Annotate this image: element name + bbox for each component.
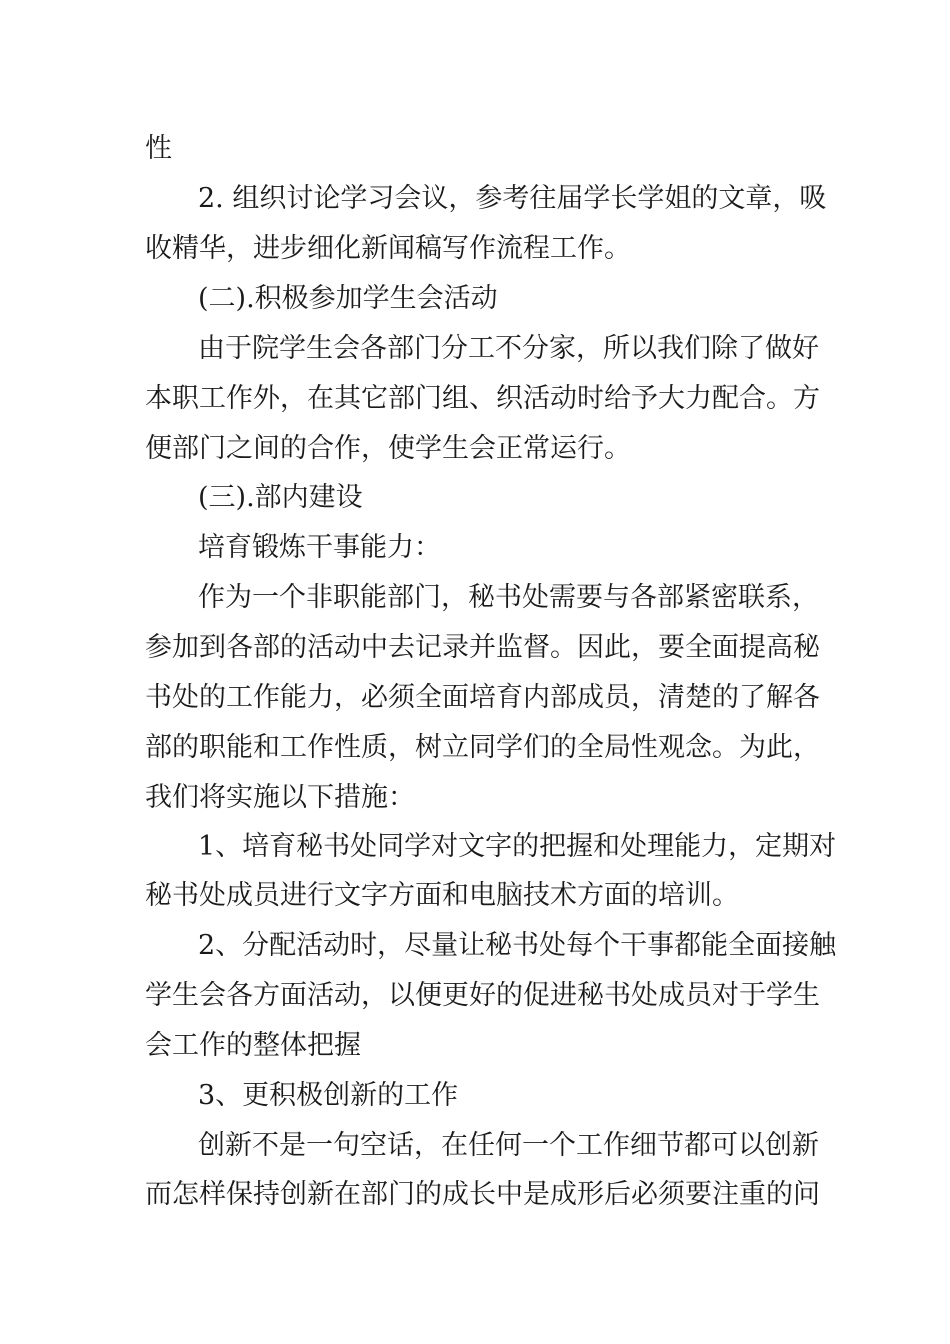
text-line: 创新不是一句空话，在任何一个工作细节都可以创新: [198, 1130, 819, 1161]
text-line: 而怎样保持创新在部门的成长中是成形后必须要注重的问: [145, 1179, 820, 1210]
text-line: 由于院学生会各部门分工不分家，所以我们除了做好: [198, 333, 819, 364]
section-heading: (三).部内建设: [198, 482, 363, 513]
text-line: 收精华，进步细化新闻稿写作流程工作。: [145, 233, 631, 264]
text-line: 书处的工作能力，必须全面培育内部成员，清楚的了解各: [145, 682, 820, 713]
text-line: 培育锻炼干事能力：: [198, 532, 441, 563]
text-line: 我们将实施以下措施：: [145, 782, 415, 813]
text-line: 作为一个非职能部门，秘书处需要与各部紧密联系，: [198, 582, 819, 613]
text-line: 参加到各部的活动中去记录并监督。因此，要全面提高秘: [145, 632, 820, 663]
text-line: 本职工作外，在其它部门组、织活动时给予大力配合。方: [145, 383, 820, 414]
text-line: 3、更积极创新的工作: [198, 1080, 459, 1111]
text-line: 2、分配活动时，尽量让秘书处每个干事都能全面接触: [198, 930, 837, 961]
text-line: 1、培育秘书处同学对文字的把握和处理能力，定期对: [198, 831, 837, 862]
text-line: 性: [145, 133, 172, 164]
text-line: 部的职能和工作性质，树立同学们的全局性观念。为此，: [145, 732, 820, 763]
text-line: 便部门之间的合作，使学生会正常运行。: [145, 433, 631, 464]
text-line: 会工作的整体把握: [145, 1030, 361, 1061]
text-line: 学生会各方面活动，以便更好的促进秘书处成员对于学生: [145, 980, 820, 1011]
section-heading: (二).积极参加学生会活动: [198, 283, 498, 314]
text-line: 2. 组织讨论学习会议，参考往届学长学姐的文章，吸: [198, 183, 827, 214]
text-line: 秘书处成员进行文字方面和电脑技术方面的培训。: [145, 880, 739, 911]
